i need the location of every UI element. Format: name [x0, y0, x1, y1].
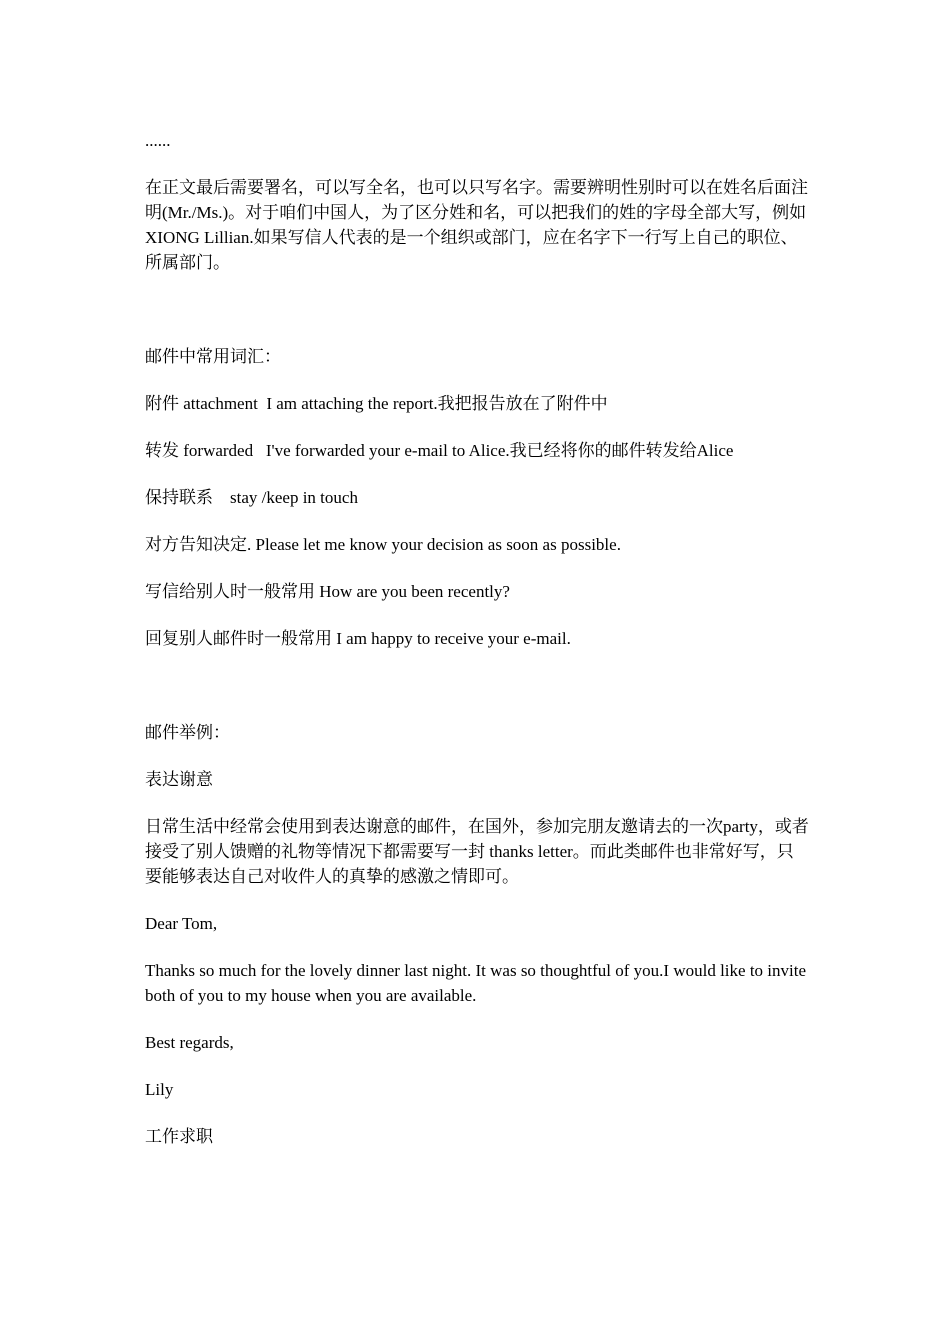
example-job-title: 工作求职 [145, 1127, 213, 1146]
letter-closing: Best regards, [145, 1033, 234, 1052]
vocab-heading: 邮件中常用词汇： [145, 347, 281, 366]
vocab-item-reply: 回复别人邮件时一般常用 I am happy to receive your e-mail. [145, 629, 571, 648]
vocab-item-greeting: 写信给别人时一般常用 How are you been recently? [145, 582, 510, 601]
vocab-item-decision: 对方告知决定. Please let me know your decision as soon as possible. [145, 535, 621, 554]
vocab-item-forwarded: 转发 forwarded I've forwarded your e-mail to Alice.我已经将你的邮件转发给Alice [145, 441, 734, 460]
examples-heading: 邮件举例： [145, 723, 230, 742]
vocab-item-attachment: 附件 attachment I am attaching the report.我把报告放在了附件中 [145, 394, 608, 413]
spacer [145, 297, 810, 344]
letter-body: Thanks so much for the lovely dinner last night. It was so thoughtful of you.I would like to invite both of you to my house when you are available. [145, 961, 811, 1005]
example-thanks-description: 日常生活中经常会使用到表达谢意的邮件，在国外，参加完朋友邀请去的一次party，或者接受了别人馈赠的礼物等情况下都需要写一封 thanks letter。而此类邮件也非常好写，只要能够表达自己对收件人的真挚的感激之情即可。 [145, 817, 809, 886]
signature-note-paragraph: 在正文最后需要署名，可以写全名，也可以只写名字。需要辨明性别时可以在姓名后面注明(Mr./Ms.)。对于咱们中国人，为了区分姓和名，可以把我们的姓的字母全部大写，例如 XIONG Lillian.如果写信人代表的是一个组织或部门，应在名字下一行写上自己的职位、所属部门。 [145, 178, 811, 272]
spacer [145, 673, 810, 720]
vocab-item-keep-in-touch: 保持联系 stay /keep in touch [145, 488, 358, 507]
letter-signature: Lily [145, 1080, 174, 1099]
document-page [145, 128, 810, 1171]
ellipsis-text: ...... [145, 131, 171, 150]
example-thanks-title: 表达谢意 [145, 770, 213, 789]
letter-greeting: Dear Tom, [145, 914, 218, 933]
